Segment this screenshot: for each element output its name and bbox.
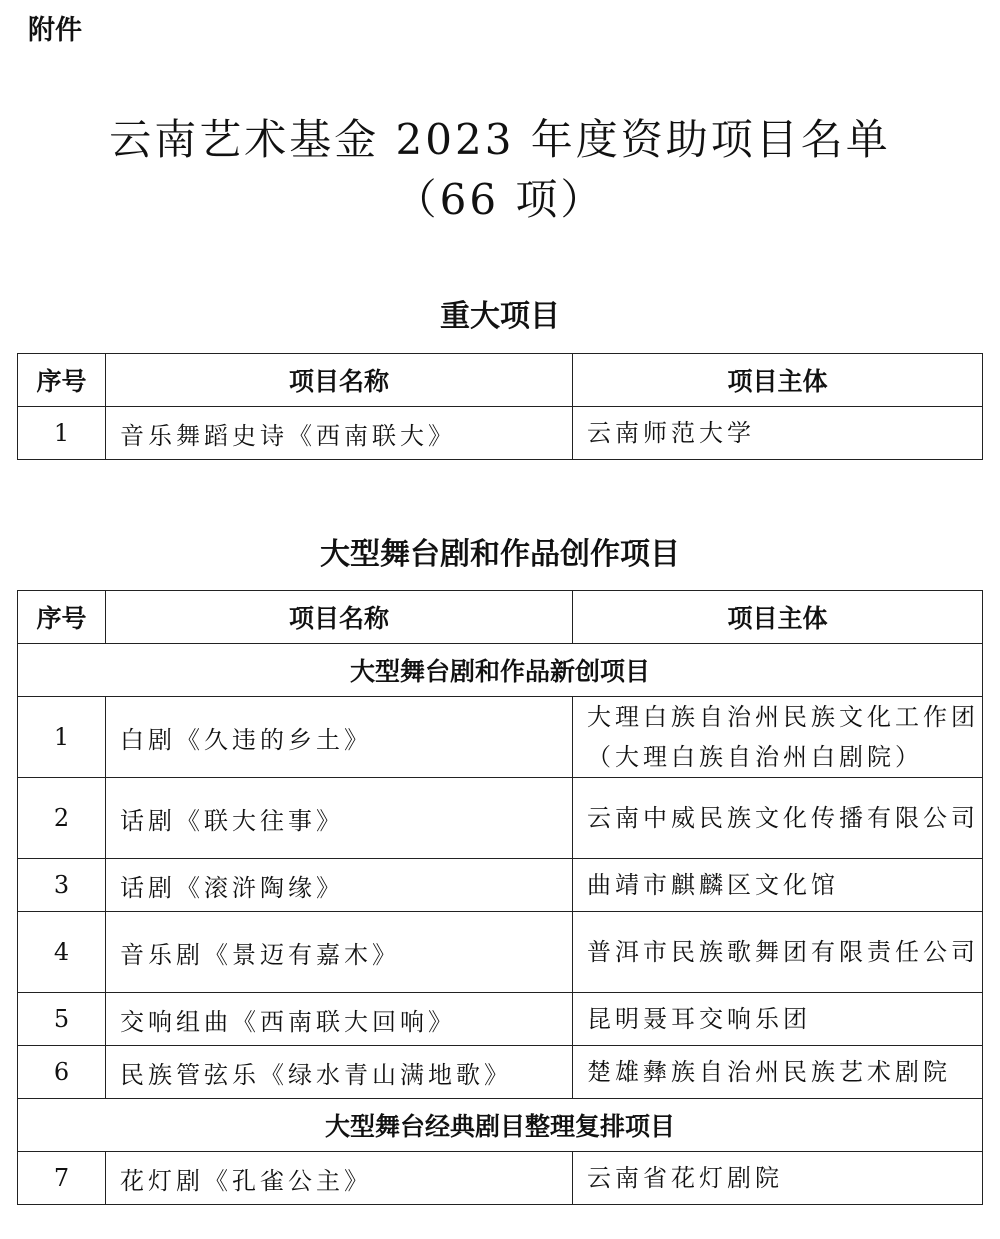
table-row [18,859,983,912]
table-row [18,993,983,1046]
row-num: 1 [18,697,106,778]
row-num: 2 [18,778,106,859]
row-org: 楚雄彝族自治州民族艺术剧院 [573,1046,983,1099]
table-row [18,1152,983,1205]
row-org: 昆明聂耳交响乐团 [573,993,983,1046]
header-org: 项目主体 [573,591,983,644]
row-name: 民族管弦乐《绿水青山满地歌》 [106,1046,573,1099]
row-num: 7 [18,1152,106,1205]
table-row [18,407,983,460]
row-name: 话剧《滚浒陶缘》 [106,859,573,912]
row-name: 白剧《久违的乡土》 [106,697,573,778]
section-title-stage: 大型舞台剧和作品创作项目 [320,537,680,572]
table-row [18,1046,983,1099]
row-num: 1 [18,407,106,460]
row-org: 云南中威民族文化传播有限公司 [573,778,983,859]
section-title-major: 重大项目 [440,299,560,334]
page-subtitle-count: （66 项） [394,175,606,224]
subsection-title: 大型舞台剧和作品新创项目 [18,644,983,697]
row-name: 音乐剧《景迈有嘉木》 [106,912,573,993]
row-org: 普洱市民族歌舞团有限责任公司 [573,912,983,993]
table-header-row [18,354,983,407]
row-num: 4 [18,912,106,993]
row-name: 音乐舞蹈史诗《西南联大》 [106,407,573,460]
row-num: 5 [18,993,106,1046]
row-name: 话剧《联大往事》 [106,778,573,859]
attachment-label: 附件 [28,15,82,46]
subsection-title: 大型舞台经典剧目整理复排项目 [18,1099,983,1152]
row-org: 云南师范大学 [573,407,983,460]
header-num: 序号 [18,591,106,644]
row-num: 6 [18,1046,106,1099]
major-projects-table [17,353,983,460]
table-row [18,912,983,993]
header-num: 序号 [18,354,106,407]
header-name: 项目名称 [106,591,573,644]
subsection-row [18,644,983,697]
table-row [18,778,983,859]
row-name: 花灯剧《孔雀公主》 [106,1152,573,1205]
header-org: 项目主体 [573,354,983,407]
table-row [18,697,983,778]
row-org: 曲靖市麒麟区文化馆 [573,859,983,912]
row-org: 大理白族自治州民族文化工作团（大理白族自治州白剧院） [573,697,983,778]
table-header-row [18,591,983,644]
row-num: 3 [18,859,106,912]
row-name: 交响组曲《西南联大回响》 [106,993,573,1046]
stage-projects-table [17,590,983,1205]
subsection-row [18,1099,983,1152]
header-name: 项目名称 [106,354,573,407]
row-org: 云南省花灯剧院 [573,1152,983,1205]
page-title: 云南艺术基金 2023 年度资助项目名单 [109,115,891,164]
